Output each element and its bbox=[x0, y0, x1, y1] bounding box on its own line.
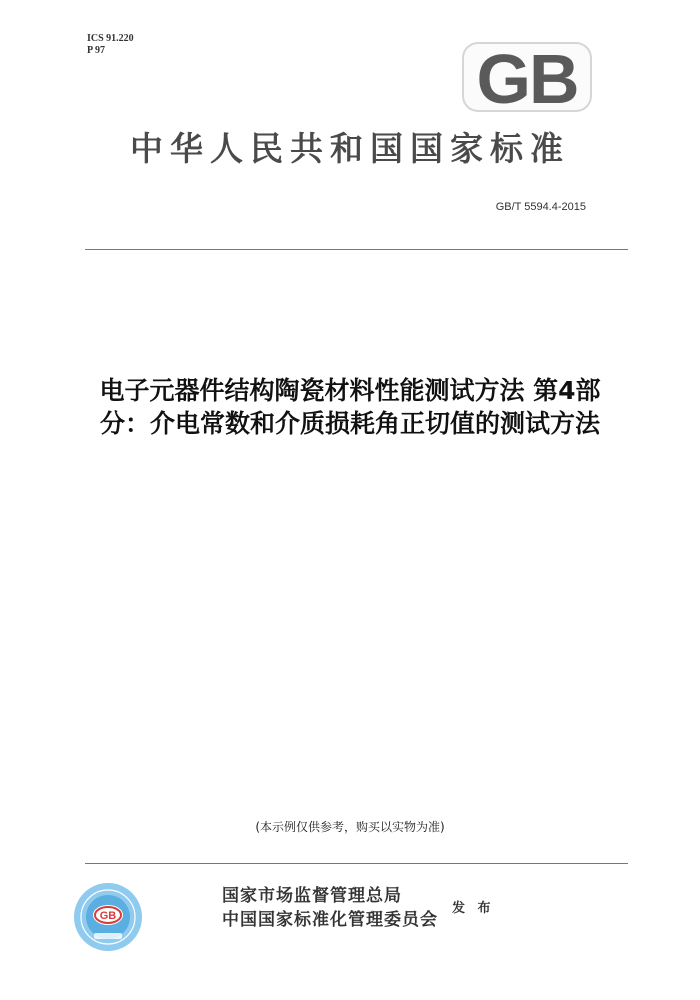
standard-seal-icon bbox=[72, 881, 144, 953]
classification-codes bbox=[87, 33, 134, 57]
document-title-line-1: 电子元器件结构陶瓷材料性能测试方法 第4部 bbox=[99, 376, 601, 405]
document-title-line-2: 分：介电常数和介质损耗角正切值的测试方法 bbox=[99, 409, 600, 438]
gb-logo bbox=[460, 40, 594, 114]
sample-note: (本示例仅供参考，购买以实物为准) bbox=[255, 820, 445, 834]
issuer-line-2: 中国国家标准化管理委员会 bbox=[222, 910, 438, 930]
ics-code: ICS 91.220 bbox=[87, 33, 134, 44]
ccs-code: P 97 bbox=[87, 45, 106, 56]
footer-divider bbox=[85, 863, 628, 864]
header-divider bbox=[85, 249, 628, 250]
issuer-line-1: 国家市场监督管理总局 bbox=[222, 886, 402, 906]
standard-code: GB/T 5594.4-2015 bbox=[495, 201, 586, 213]
issuing-authorities bbox=[222, 884, 438, 932]
publish-label: 发 布 bbox=[452, 901, 495, 916]
seal-text: GB bbox=[99, 910, 117, 922]
gb-logo-text: GB bbox=[476, 40, 578, 114]
national-standard-title: 中华人民共和国国家标准 bbox=[130, 129, 570, 168]
document-title bbox=[40, 374, 660, 440]
